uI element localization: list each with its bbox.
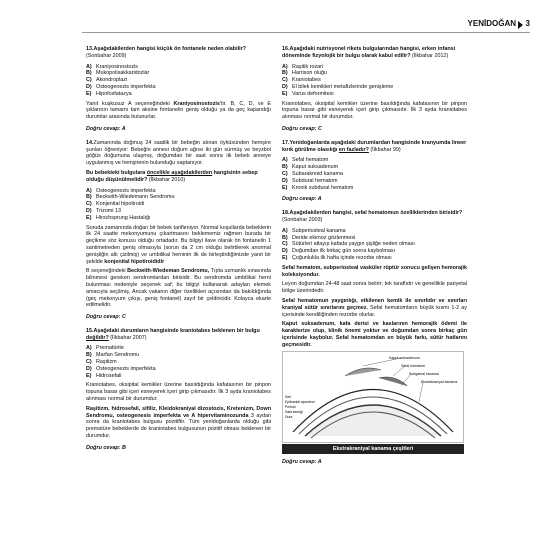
question-source: (İlkbahar 2012) — [412, 52, 449, 59]
option-letter: D) — [86, 365, 92, 372]
option — [86, 352, 271, 359]
question-stem — [86, 46, 271, 60]
question-17 — [282, 140, 467, 203]
options-list — [86, 188, 271, 222]
option — [86, 77, 271, 84]
question-source: (İlkbahar 99) — [370, 146, 401, 153]
question-text: hangisinin sebep olduğu düşünülmelidir? — [86, 169, 258, 183]
option-letter: D) — [282, 83, 288, 90]
option — [282, 64, 467, 71]
option-letter: A) — [282, 157, 288, 164]
option-letter: E) — [86, 372, 92, 379]
option-letter: B) — [86, 352, 92, 359]
option-text: Kraniyosinostozis — [96, 63, 138, 70]
option-text: Subaraknoid kanama — [292, 170, 343, 177]
left-column — [86, 46, 271, 459]
option — [282, 185, 467, 192]
label-dura: Dura — [285, 415, 293, 420]
explanation-bold: Kraniyosinostozis — [173, 100, 220, 107]
question-emphasis: öncelikle aşağıdakilerden — [146, 169, 213, 176]
option-text: Hidrosefali — [96, 372, 122, 379]
option-text: Osteogenezis imperfekta — [96, 83, 156, 90]
correct-answer: Doğru cevap: C — [86, 314, 126, 321]
scalp-layers-illustration — [283, 352, 463, 442]
label-periost: Periost — [285, 405, 296, 410]
option-letter: A) — [86, 345, 92, 352]
option-letter: C) — [86, 359, 92, 366]
option — [282, 235, 467, 242]
question-source: (İlkbahar 2010) — [148, 176, 186, 183]
option-text: Sütürleri atlayıp kafada yaygın şişliğe neden olması — [292, 241, 415, 248]
correct-answer: Doğru cevap: B — [86, 444, 126, 451]
figure-caption: Ekstrakraniyal kanama çeşitleri — [282, 444, 464, 454]
option — [86, 188, 271, 195]
question-number: 15. — [86, 327, 94, 334]
question-text: Bu bebekteki bulgulara — [86, 169, 147, 176]
option-text: Raşitik rozari — [292, 63, 324, 70]
option — [282, 77, 467, 84]
options-list — [282, 228, 467, 262]
option-letter: B) — [282, 234, 288, 241]
option-text: Konjenital hipotiroidi — [96, 201, 145, 208]
question-number: 17. — [282, 139, 290, 146]
label-caput: Kaput suksadenum — [389, 356, 420, 361]
explanation-text: Soruda zamanında doğan bir bebek tarifleniyor. Normal koşullarda bebeklerin ilk 24 saatte mekonyumunu çıkartmasını beklememiz rağmen burada bir geçikme söz konusu olduğu ortadadır. Bu bilgiyi ilave olarak ön fontanelin 1 santimetreden geniş olmasıyla (sorun da 2 cm olduğu belirtilerek anormal genişliğin altı çizilmiş) ve umbilikal herninin ilk de birleştirdiğimizde yanıt bir şekilde — [86, 224, 271, 265]
explanation-text: B seçeneğindeki — [86, 268, 128, 275]
question-number: 16. — [282, 46, 290, 52]
option-letter: C) — [86, 77, 92, 84]
page-header — [82, 18, 530, 33]
question-15 — [86, 328, 271, 452]
label-cephal-hematoma: Sefal hematom — [401, 364, 426, 369]
option — [86, 64, 271, 71]
question-intro-text: Zamanında doğmuş 24 saatlik bir bebeğin alınan öyküsünden hemşire şunları öğreniyor: Bebeğin annesi doğum ağrısı iki gün sürmüş ve beyzbol göğüs doğumuna ulaşmış, doğumdan bir saat sonra ilk bebek anneye uygulanmış ve hemşirenin bulunduğu saptanıyor. — [86, 139, 271, 167]
explanation-bold: Beckwith-Wiedeman Sendromu, — [127, 268, 210, 275]
question-stem — [282, 210, 467, 224]
explanation: Kraniotabes, oksipital kemikler üzerine basıldığında kafatasının bir pinpon topuna basar gibi içeri esneyerek içeri girip çıkmasıdır. İlk 3 ayda kraniotabes alınması normal bir durumdur. — [86, 382, 271, 403]
label-extracranial: Ekstrakraniyal kanama — [421, 380, 458, 385]
option-letter: D) — [86, 207, 92, 214]
option-text: Deride ekimoz gözlenmesi — [292, 234, 356, 241]
option-letter: C) — [282, 77, 288, 84]
explanation — [86, 225, 271, 266]
option — [86, 366, 271, 373]
option-letter: B) — [282, 164, 288, 171]
right-column — [282, 46, 467, 473]
option-text: Hipofosfatazya — [96, 90, 132, 97]
option — [282, 178, 467, 185]
options-list — [86, 64, 271, 98]
option — [86, 359, 271, 366]
option — [282, 164, 467, 171]
option-letter: D) — [86, 83, 92, 90]
option-text: El bilek kemikleri metafizlerinde genişleme — [292, 83, 394, 90]
explanation: Kraniotabes, oksipital kemikler üzerine basıldığında kafatasının bir pinpon topuna basar gibi esneyerek içeri girip çıkmasıdır. İlk 3 ayda kraniotabes alınması normal bir durumdur. — [282, 100, 467, 121]
option-text: Kaput suksadenum — [292, 164, 339, 171]
question-emphasis: en fazladır? — [338, 146, 369, 153]
option — [282, 241, 467, 248]
option-text: Raşitizm — [96, 359, 117, 366]
correct-answer: Doğru cevap: A — [282, 459, 322, 466]
option — [282, 70, 467, 77]
option-text: Kraniotabes — [292, 77, 321, 84]
option-letter: C) — [282, 170, 288, 177]
option-text: Kronik subdural hematom — [292, 184, 354, 191]
question-stem — [282, 140, 467, 154]
option-letter: C) — [86, 201, 92, 208]
option-letter: E) — [86, 214, 92, 221]
explanation — [86, 268, 271, 309]
option-text: Osteogenezis imperfekta — [96, 365, 156, 372]
option-text: Beckwith-Wiedemann Sendromu — [96, 194, 175, 201]
option — [86, 208, 271, 215]
option — [86, 345, 271, 352]
question-source: (İlkbahar 2007) — [110, 334, 147, 341]
option-letter: B) — [86, 194, 92, 201]
question-emphasis: değildir? — [86, 334, 109, 341]
option-text: Subdural hematom — [292, 177, 338, 184]
label-subgaleal: Subgaleal kanama — [409, 372, 439, 377]
option-text: Harrison oluğu — [292, 70, 328, 77]
option-letter: E) — [86, 90, 92, 97]
option-letter: E) — [282, 184, 288, 191]
explanation-bold: Sefal hematom, subperiosteal vasküler rüptür sonucu gelişen hemorajik koleksiyondur. — [282, 264, 467, 278]
option-letter: E) — [282, 254, 288, 261]
header-title: YENİDOĞAN — [467, 19, 516, 28]
option-letter: A) — [282, 63, 288, 70]
explanation — [282, 298, 467, 318]
option-letter: D) — [282, 248, 288, 255]
option — [86, 201, 271, 208]
option-text: Varus deformitesi — [292, 90, 334, 97]
option-text: Akondroplazi — [96, 77, 128, 84]
option-text: Subperiosteal kanama — [292, 227, 346, 234]
question-18 — [282, 210, 467, 466]
option-text: Prematürite — [96, 345, 124, 352]
label-aponeurosis: Epikranial aponöroz — [285, 400, 315, 405]
option-letter: C) — [282, 241, 288, 248]
option — [282, 248, 467, 255]
option — [86, 91, 271, 98]
option-letter: B) — [86, 70, 92, 77]
option-text: Sefal hematom — [292, 157, 329, 164]
option — [86, 84, 271, 91]
question-stem — [86, 328, 271, 342]
correct-answer: Doğru cevap: A — [282, 196, 322, 203]
option-letter: A) — [282, 227, 288, 234]
question-intro — [86, 140, 271, 167]
explanation-text: Tıpta uzmanlık sınavında bilinmesi gereken sendromlardan birisidir. Bu sendromda umbilikal herni bulunması nedeniyle seçenek saf; bu bilgiyi kullanarak adayları elemek amacıyla seçilmiş. Ancak vakanın diğer özellikleri açısından da bakıldığında (geç mekonyum çıkışı, geniş fontanel) zayıf bir çeldiricidir. Kolayca ekarte edilmelidir. — [86, 268, 271, 309]
explanation-text: Sefal hematomların büyük kısmı 1-2 ay içerisinde kendiliğinden rezorbe olurlar. — [282, 304, 467, 318]
option-text: Çoğunlukla ilk hafta içinde rezorbe olması — [292, 254, 392, 261]
option — [282, 84, 467, 91]
question-text: Aşağıdakilerden hangisi, sefal hematomun özelliklerinden birisidir? — [289, 210, 463, 217]
option — [86, 215, 271, 222]
question-13 — [86, 46, 271, 133]
option-letter: A) — [86, 187, 92, 194]
question-text: Aşağıdaki durumların hangisinde kraniotabes beklenen bir bulgu — [93, 327, 260, 334]
option-letter: B) — [282, 70, 288, 77]
options-list — [282, 157, 467, 191]
explanation: Leyon doğumdan 24-48 saat sonra belirir; tek taraflıdır ve genellikle pariyetal bölge üzerindedir. — [282, 281, 467, 295]
explanation-bold: Raşitizm, hidrosefali, sifiliz, Kleidokraniyal dizostozis, Kretenizm, Down Sendromu, osteogenesis imperfekta ve A hipervitaminozunda — [86, 405, 271, 419]
question-16 — [282, 46, 467, 133]
option-letter: A) — [86, 63, 92, 70]
question-14 — [86, 140, 271, 321]
label-deri: Deri — [285, 395, 292, 400]
question-text: Aşağıdakilerden hangisi küçük ön fontanele neden olabilir? — [93, 46, 246, 52]
question-number: 13. — [86, 46, 94, 52]
hemorrhage-diagram — [282, 351, 464, 443]
question-number: 14. — [86, 139, 94, 146]
option — [282, 157, 467, 164]
correct-answer: Doğru cevap: C — [282, 125, 322, 132]
explanation-text: Yanıt kuşkusuz A seçeneğindeki — [86, 100, 174, 107]
explanation — [86, 101, 271, 121]
option-text: Marfan Sendromu — [96, 352, 140, 359]
explanation — [86, 406, 271, 440]
option-letter: D) — [282, 177, 288, 184]
explanation-bold: Kaput suksadenum, kafa derisi ve kaslarının hemorajik ödemi ile karakterize olup, klinik önemi yoktur ve doğumdan sonra birkaç gün içerisinde kaybolur. Sefal hematomdan en büyük farkı, sütür hatlarını geçmesidir. — [282, 321, 467, 348]
explanation-text: 3 aydan sonra da kraniotabes bulgusu pozitiftir. Tüm yenidoğanlarda olduğu gibi prematüre bebeklerde de kraniotabes bulgusunun pozitif olması beklenen bir durumdur. — [86, 412, 272, 440]
options-list — [86, 345, 271, 379]
option — [282, 91, 467, 98]
explanation-text: 'tir. B, C, D, ve E şıklarının tamamı tam aksine fontanelin geniş olduğu ya da geç kapandığı durumlar arasında bulunurlar. — [86, 100, 271, 121]
question-source: (Sonbahar 2003) — [282, 216, 323, 223]
question-stem — [86, 170, 271, 184]
question-text: Yenidoğanlarda aşağıdaki durumlardan hangisinde kranyumda lineer kırık görülme olasılığı — [282, 139, 467, 153]
option — [86, 373, 271, 380]
question-stem — [282, 46, 467, 60]
question-text: Aşağıdaki nutrisyonel rikets bulgularından hangisi, erken infansi döneminde fizyolojik bir bulgu olarak kabul edilir? — [282, 46, 456, 59]
question-number: 18. — [282, 210, 290, 217]
label-bone: Kafa kemiği — [285, 410, 303, 415]
question-source: (Sonbahar 2009) — [86, 52, 127, 59]
option — [86, 194, 271, 201]
option — [282, 171, 467, 178]
page-number: 3 — [525, 19, 530, 28]
option-text: Mukopolisakkaridozlar — [96, 70, 150, 77]
options-list — [282, 64, 467, 98]
option-text: Trizomi 13 — [96, 207, 121, 214]
explanation-bold: konjenital hipotiroididir — [104, 258, 165, 265]
option-text: Osteogenezis imperfekta — [96, 187, 156, 194]
option-letter: E) — [282, 90, 288, 97]
option-text: Doğumdan ilk birkaç gün sonra kaybolması — [292, 248, 396, 255]
option — [282, 255, 467, 262]
explanation-bold: Sefal hematomun yaygınlığı, etkilenen kemik ile sınırlıdır ve sınırları kraniyal sütür sınırlarını geçmez. — [282, 297, 467, 311]
play-arrow-icon — [518, 21, 523, 29]
option — [86, 70, 271, 77]
option-text: Hirschsprung Hastalığı — [96, 214, 151, 221]
option — [282, 228, 467, 235]
correct-answer: Doğru cevap: A — [86, 125, 126, 132]
